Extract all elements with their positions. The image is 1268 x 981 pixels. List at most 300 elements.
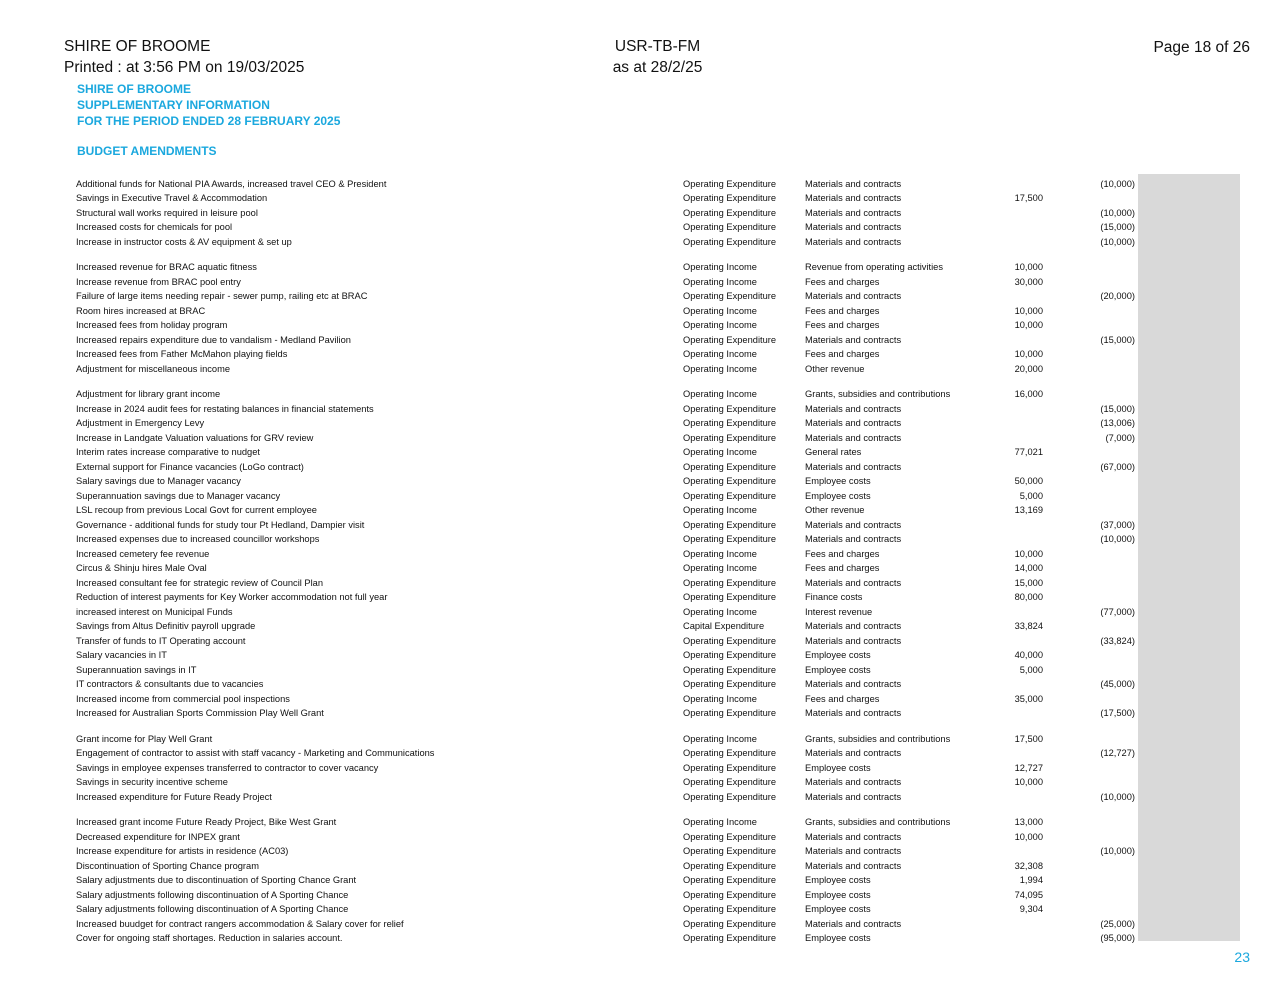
row-description: Structural wall works required in leisure pool — [76, 207, 258, 218]
table-row — [76, 458, 1135, 473]
row-increase: 13,000 — [1014, 817, 1043, 827]
table-row — [76, 745, 1135, 760]
row-decrease — [1043, 273, 1135, 288]
row-type: Operating Income — [683, 305, 757, 316]
row-nature: Fees and charges — [805, 305, 880, 316]
row-type: Operating Expenditure — [683, 875, 777, 885]
row-nature: Revenue from operating activities — [805, 262, 943, 272]
row-type: Operating Expenditure — [683, 519, 777, 530]
row-decrease: (33,824) — [1100, 635, 1135, 646]
row-decrease — [1043, 444, 1135, 459]
row-increase — [995, 219, 1043, 234]
row-nature: Materials and contracts — [805, 519, 902, 530]
row-type: Operating Expenditure — [683, 461, 777, 472]
row-type: Operating Expenditure — [683, 178, 777, 189]
row-type: Operating Expenditure — [683, 236, 777, 247]
row-type: Operating Income — [683, 693, 757, 704]
table-row — [76, 759, 1135, 774]
row-description: Increased cemetery fee revenue — [76, 548, 210, 559]
row-type: Operating Expenditure — [683, 476, 777, 486]
row-description: Increase revenue from BRAC pool entry — [76, 276, 241, 287]
row-nature: Grants, subsidies and contributions — [805, 389, 951, 399]
row-nature: Employee costs — [805, 933, 871, 943]
row-increase — [995, 843, 1043, 858]
row-nature: Materials and contracts — [805, 207, 902, 218]
row-decrease — [1043, 375, 1135, 401]
row-decrease — [1043, 317, 1135, 332]
row-nature: Employee costs — [805, 889, 871, 900]
row-increase: 50,000 — [1014, 476, 1043, 486]
table-row — [76, 676, 1135, 691]
row-type: Operating Income — [683, 563, 757, 573]
row-increase: 74,095 — [1014, 889, 1043, 900]
row-description: LSL recoup from previous Local Govt for current employee — [76, 505, 317, 515]
row-nature: Materials and contracts — [805, 236, 902, 247]
row-decrease: (10,000) — [1100, 178, 1135, 189]
table-row — [76, 360, 1135, 375]
row-increase — [995, 429, 1043, 444]
row-increase — [995, 415, 1043, 430]
row-decrease: (20,000) — [1100, 291, 1135, 301]
row-nature: Fees and charges — [805, 349, 880, 359]
row-nature: Materials and contracts — [805, 777, 902, 787]
row-increase: 35,000 — [1014, 693, 1043, 704]
row-description: Savings in employee expenses transferred to contractor to cover vacancy — [76, 762, 379, 773]
row-nature: General rates — [805, 447, 862, 457]
row-description: Increased buudget for contract rangers accommodation & Salary cover for relief — [76, 918, 404, 929]
row-decrease — [1043, 803, 1135, 829]
table-row — [76, 248, 1135, 274]
row-increase — [995, 745, 1043, 760]
row-type: Operating Expenditure — [683, 403, 777, 414]
row-increase: 30,000 — [1014, 276, 1043, 287]
table-row — [76, 302, 1135, 317]
row-description: Adjustment in Emergency Levy — [76, 418, 205, 428]
row-nature: Materials and contracts — [805, 679, 902, 689]
row-increase — [995, 233, 1043, 248]
table-row — [76, 560, 1135, 575]
row-nature: Employee costs — [805, 476, 871, 486]
row-decrease — [1043, 346, 1135, 361]
report-code: USR-TB-FM — [614, 38, 701, 55]
row-increase: 1,994 — [1019, 875, 1043, 885]
row-description: Increase in 2024 audit fees for restating balances in financial statements — [76, 403, 374, 414]
row-increase: 40,000 — [1014, 650, 1043, 660]
subheading-title: SUPPLEMENTARY INFORMATION — [77, 98, 270, 112]
row-decrease: (15,000) — [1100, 334, 1135, 345]
row-increase: 16,000 — [1014, 389, 1043, 399]
row-type: Operating Expenditure — [683, 534, 777, 544]
row-increase: 10,000 — [1014, 262, 1043, 272]
row-type: Operating Expenditure — [683, 889, 777, 900]
row-decrease — [1043, 618, 1135, 633]
row-decrease — [1043, 901, 1135, 916]
table-row — [76, 317, 1135, 332]
row-nature: Materials and contracts — [805, 918, 902, 929]
row-type: Operating Expenditure — [683, 418, 777, 428]
row-type: Operating Income — [683, 262, 757, 272]
row-decrease: (17,500) — [1100, 708, 1135, 718]
row-description: Reduction of interest payments for Key Worker accommodation not full year — [76, 592, 388, 602]
row-increase — [995, 204, 1043, 219]
row-nature: Materials and contracts — [805, 791, 902, 802]
row-description: Increased consultant fee for strategic review of Council Plan — [76, 577, 324, 588]
row-decrease: (13,006) — [1100, 418, 1135, 428]
table-row — [76, 690, 1135, 705]
page-indicator: Page 18 of 26 — [1153, 39, 1250, 56]
row-decrease: (37,000) — [1100, 519, 1135, 530]
row-increase: 10,000 — [1014, 777, 1043, 787]
row-type: Operating Expenditure — [683, 791, 777, 802]
row-description: Salary adjustments following discontinuation of A Sporting Chance — [76, 904, 349, 914]
row-type: Operating Income — [683, 349, 757, 359]
table-row — [76, 632, 1135, 647]
row-nature: Materials and contracts — [805, 461, 902, 472]
row-decrease: (7,000) — [1105, 432, 1135, 443]
row-decrease — [1043, 502, 1135, 517]
table-row — [76, 331, 1135, 346]
table-row — [76, 719, 1135, 745]
row-description: Increased revenue for BRAC aquatic fitness — [76, 262, 257, 272]
row-decrease: (10,000) — [1100, 534, 1135, 544]
printed-timestamp: Printed : at 3:56 PM on 19/03/2025 — [64, 59, 305, 76]
row-decrease: (10,000) — [1100, 236, 1135, 247]
row-decrease — [1043, 248, 1135, 274]
row-nature: Fees and charges — [805, 563, 880, 573]
table-row — [76, 429, 1135, 444]
table-row — [76, 487, 1135, 502]
row-type: Operating Expenditure — [683, 748, 777, 758]
row-decrease — [1043, 872, 1135, 887]
row-type: Operating Income — [683, 276, 757, 287]
table-row — [76, 618, 1135, 633]
row-increase: 77,021 — [1014, 447, 1043, 457]
row-nature: Other revenue — [805, 363, 865, 374]
row-increase: 80,000 — [1014, 592, 1043, 602]
row-nature: Employee costs — [805, 650, 871, 660]
table-row — [76, 828, 1135, 843]
row-type: Operating Expenditure — [683, 650, 777, 660]
row-nature: Materials and contracts — [805, 403, 902, 414]
table-row — [76, 886, 1135, 901]
row-increase — [995, 175, 1043, 190]
subheading-org: SHIRE OF BROOME — [77, 82, 192, 96]
row-nature: Materials and contracts — [805, 831, 902, 842]
row-increase: 10,000 — [1014, 349, 1043, 359]
table-row — [76, 661, 1135, 676]
row-type: Operating Expenditure — [683, 291, 777, 301]
subheading-period: FOR THE PERIOD ENDED 28 FEBRUARY 2025 — [77, 114, 341, 128]
row-description: Increased grant income Future Ready Project, Bike West Grant — [76, 817, 337, 827]
row-nature: Materials and contracts — [805, 432, 902, 443]
row-type: Operating Expenditure — [683, 860, 777, 871]
table-row — [76, 531, 1135, 546]
row-type: Operating Expenditure — [683, 664, 777, 675]
row-decrease — [1043, 302, 1135, 317]
row-nature: Fees and charges — [805, 548, 880, 559]
table-row — [76, 788, 1135, 803]
row-decrease — [1043, 360, 1135, 375]
table-row — [76, 843, 1135, 858]
row-description: Engagement of contractor to assist with staff vacancy - Marketing and Communications — [76, 748, 435, 758]
row-decrease — [1043, 574, 1135, 589]
row-type: Operating Expenditure — [683, 207, 777, 218]
row-nature: Materials and contracts — [805, 222, 902, 232]
row-decrease — [1043, 690, 1135, 705]
row-type: Operating Expenditure — [683, 904, 777, 914]
row-type: Operating Income — [683, 548, 757, 559]
row-type: Operating Expenditure — [683, 918, 777, 929]
row-type: Operating Expenditure — [683, 592, 777, 602]
row-decrease: (25,000) — [1100, 918, 1135, 929]
row-description: Salary savings due to Manager vacancy — [76, 476, 241, 486]
row-description: Savings in Executive Travel & Accommodation — [76, 193, 268, 203]
row-decrease: (67,000) — [1100, 461, 1135, 472]
row-increase — [995, 632, 1043, 647]
row-nature: Materials and contracts — [805, 291, 902, 301]
row-description: Increase in Landgate Valuation valuations for GRV review — [76, 432, 314, 443]
row-description: Superannuation savings in IT — [76, 664, 197, 675]
row-nature: Materials and contracts — [805, 534, 902, 544]
row-decrease: (95,000) — [1100, 933, 1135, 943]
row-description: External support for Finance vacancies (LoGo contract) — [76, 461, 304, 472]
row-nature: Fees and charges — [805, 693, 880, 704]
row-type: Operating Expenditure — [683, 432, 777, 443]
row-nature: Employee costs — [805, 762, 871, 773]
row-increase — [995, 915, 1043, 930]
table-row — [76, 175, 1135, 190]
row-increase: 17,500 — [1014, 733, 1043, 744]
row-type: Operating Income — [683, 363, 757, 374]
row-nature: Materials and contracts — [805, 846, 902, 856]
row-nature: Materials and contracts — [805, 708, 902, 718]
row-decrease — [1043, 719, 1135, 745]
row-decrease — [1043, 473, 1135, 488]
row-decrease: (45,000) — [1100, 679, 1135, 689]
row-increase — [995, 331, 1043, 346]
row-increase: 20,000 — [1014, 363, 1043, 374]
row-description: Salary adjustments due to discontinuation of Sporting Chance Grant — [76, 875, 357, 885]
table-row — [76, 190, 1135, 205]
row-decrease — [1043, 560, 1135, 575]
row-decrease: (10,000) — [1100, 207, 1135, 218]
row-type: Operating Expenditure — [683, 933, 777, 943]
section-title: BUDGET AMENDMENTS — [77, 144, 217, 158]
table-row — [76, 574, 1135, 589]
table-row — [76, 415, 1135, 430]
row-decrease: (15,000) — [1100, 222, 1135, 232]
row-increase — [995, 516, 1043, 531]
row-description: Increased repairs expenditure due to vandalism - Medland Pavilion — [76, 334, 351, 345]
row-increase: 33,824 — [1014, 621, 1043, 631]
table-row — [76, 647, 1135, 662]
table-row — [76, 603, 1135, 618]
row-increase: 5,000 — [1019, 664, 1043, 675]
row-description: Transfer of funds to IT Operating account — [76, 635, 246, 646]
as-at-date: as at 28/2/25 — [612, 59, 703, 76]
amendments-body — [76, 175, 1135, 944]
row-decrease — [1043, 487, 1135, 502]
row-description: Interim rates increase comparative to nudget — [76, 447, 260, 457]
row-type: Capital Expenditure — [683, 621, 765, 631]
row-description: Increased expenditure for Future Ready Project — [76, 791, 272, 802]
row-description: Decreased expenditure for INPEX grant — [76, 831, 240, 842]
row-description: Salary vacancies in IT — [76, 650, 167, 660]
row-decrease — [1043, 857, 1135, 872]
row-increase — [995, 930, 1043, 945]
row-type: Operating Income — [683, 389, 757, 399]
row-increase: 14,000 — [1014, 563, 1043, 573]
table-row — [76, 589, 1135, 604]
row-increase: 15,000 — [1014, 577, 1043, 588]
table-row — [76, 375, 1135, 401]
table-row — [76, 545, 1135, 560]
row-description: Salary adjustments following discontinuation of A Sporting Chance — [76, 889, 349, 900]
row-description: Savings in security incentive scheme — [76, 777, 228, 787]
row-type: Operating Income — [683, 447, 757, 457]
row-decrease: (15,000) — [1100, 403, 1135, 414]
shaded-column — [1138, 174, 1240, 941]
row-decrease — [1043, 545, 1135, 560]
row-type: Operating Expenditure — [683, 679, 777, 689]
table-row — [76, 516, 1135, 531]
page-number: 23 — [1234, 949, 1250, 965]
row-increase — [995, 288, 1043, 303]
row-nature: Other revenue — [805, 505, 865, 515]
header-center — [600, 36, 715, 78]
row-description: Increased fees from Father McMahon playing fields — [76, 349, 288, 359]
row-type: Operating Expenditure — [683, 193, 777, 203]
amendments-table — [76, 175, 1135, 944]
table-row — [76, 930, 1135, 945]
row-nature: Fees and charges — [805, 276, 880, 287]
row-nature: Materials and contracts — [805, 193, 902, 203]
row-nature: Materials and contracts — [805, 635, 902, 646]
row-increase — [995, 676, 1043, 691]
row-description: Increased fees from holiday program — [76, 320, 228, 330]
table-row — [76, 400, 1135, 415]
row-description: Increase expenditure for artists in residence (AC03) — [76, 846, 289, 856]
row-description: Adjustment for library grant income — [76, 389, 221, 399]
table-row — [76, 705, 1135, 720]
row-type: Operating Income — [683, 505, 757, 515]
row-description: Savings from Altus Definitiv payroll upgrade — [76, 621, 256, 631]
row-nature: Employee costs — [805, 490, 871, 501]
row-type: Operating Income — [683, 606, 757, 617]
row-decrease: (12,727) — [1100, 748, 1135, 758]
table-row — [76, 872, 1135, 887]
row-nature: Materials and contracts — [805, 334, 902, 345]
row-description: Adjustment for miscellaneous income — [76, 363, 230, 374]
row-increase: 5,000 — [1019, 490, 1043, 501]
row-nature: Finance costs — [805, 592, 863, 602]
table-row — [76, 774, 1135, 789]
row-increase: 10,000 — [1014, 305, 1043, 316]
row-type: Operating Expenditure — [683, 708, 777, 718]
row-description: Increase in instructor costs & AV equipment & set up — [76, 236, 292, 247]
row-type: Operating Expenditure — [683, 222, 777, 232]
row-description: Circus & Shinju hires Male Oval — [76, 563, 207, 573]
row-nature: Grants, subsidies and contributions — [805, 817, 951, 827]
row-increase — [995, 400, 1043, 415]
row-nature: Employee costs — [805, 664, 871, 675]
row-decrease — [1043, 886, 1135, 901]
row-type: Operating Income — [683, 817, 757, 827]
row-increase: 10,000 — [1014, 548, 1043, 559]
row-increase: 9,304 — [1019, 904, 1043, 914]
row-nature: Employee costs — [805, 875, 871, 885]
row-description: Increased expenses due to increased councillor workshops — [76, 534, 320, 544]
table-row — [76, 346, 1135, 361]
row-nature: Materials and contracts — [805, 860, 902, 871]
row-increase — [995, 603, 1043, 618]
table-row — [76, 915, 1135, 930]
row-description: Grant income for Play Well Grant — [76, 733, 213, 744]
row-description: increased interest on Municipal Funds — [76, 606, 233, 617]
row-nature: Interest revenue — [805, 606, 873, 617]
row-decrease — [1043, 774, 1135, 789]
row-type: Operating Expenditure — [683, 334, 777, 345]
table-row — [76, 204, 1135, 219]
row-decrease — [1043, 661, 1135, 676]
row-increase: 17,500 — [1014, 193, 1043, 203]
row-increase: 12,727 — [1014, 762, 1043, 773]
row-increase — [995, 788, 1043, 803]
row-description: Additional funds for National PIA Awards, increased travel CEO & President — [76, 178, 387, 189]
row-description: IT contractors & consultants due to vacancies — [76, 679, 264, 689]
table-row — [76, 901, 1135, 916]
org-name: SHIRE OF BROOME — [64, 38, 211, 55]
row-description: Discontinuation of Sporting Chance program — [76, 860, 259, 871]
row-nature: Fees and charges — [805, 320, 880, 330]
row-increase — [995, 531, 1043, 546]
table-row — [76, 219, 1135, 234]
row-type: Operating Expenditure — [683, 831, 777, 842]
row-increase: 10,000 — [1014, 831, 1043, 842]
row-type: Operating Expenditure — [683, 635, 777, 646]
row-decrease — [1043, 759, 1135, 774]
report-subheading — [77, 81, 340, 129]
row-nature: Materials and contracts — [805, 577, 902, 588]
row-decrease — [1043, 190, 1135, 205]
row-type: Operating Expenditure — [683, 762, 777, 773]
table-row — [76, 288, 1135, 303]
row-nature: Materials and contracts — [805, 748, 902, 758]
row-increase — [995, 458, 1043, 473]
row-type: Operating Expenditure — [683, 490, 777, 501]
header-left — [64, 36, 304, 78]
row-description: Increased costs for chemicals for pool — [76, 222, 233, 232]
row-increase: 32,308 — [1014, 860, 1043, 871]
table-row — [76, 502, 1135, 517]
row-decrease: (10,000) — [1100, 791, 1135, 802]
table-row — [76, 444, 1135, 459]
row-decrease: (77,000) — [1100, 606, 1135, 617]
row-decrease — [1043, 828, 1135, 843]
row-description: Increased for Australian Sports Commission Play Well Grant — [76, 708, 324, 718]
row-decrease — [1043, 589, 1135, 604]
table-row — [76, 233, 1135, 248]
row-increase — [995, 705, 1043, 720]
row-description: Increased income from commercial pool inspections — [76, 693, 290, 704]
row-description: Cover for ongoing staff shortages. Reduction in salaries account. — [76, 933, 343, 943]
row-description: Failure of large items needing repair - sewer pump, railing etc at BRAC — [76, 291, 368, 301]
row-type: Operating Expenditure — [683, 577, 777, 588]
row-type: Operating Income — [683, 320, 757, 330]
row-increase: 13,169 — [1014, 505, 1043, 515]
row-type: Operating Expenditure — [683, 846, 777, 856]
row-description: Room hires increased at BRAC — [76, 305, 206, 316]
